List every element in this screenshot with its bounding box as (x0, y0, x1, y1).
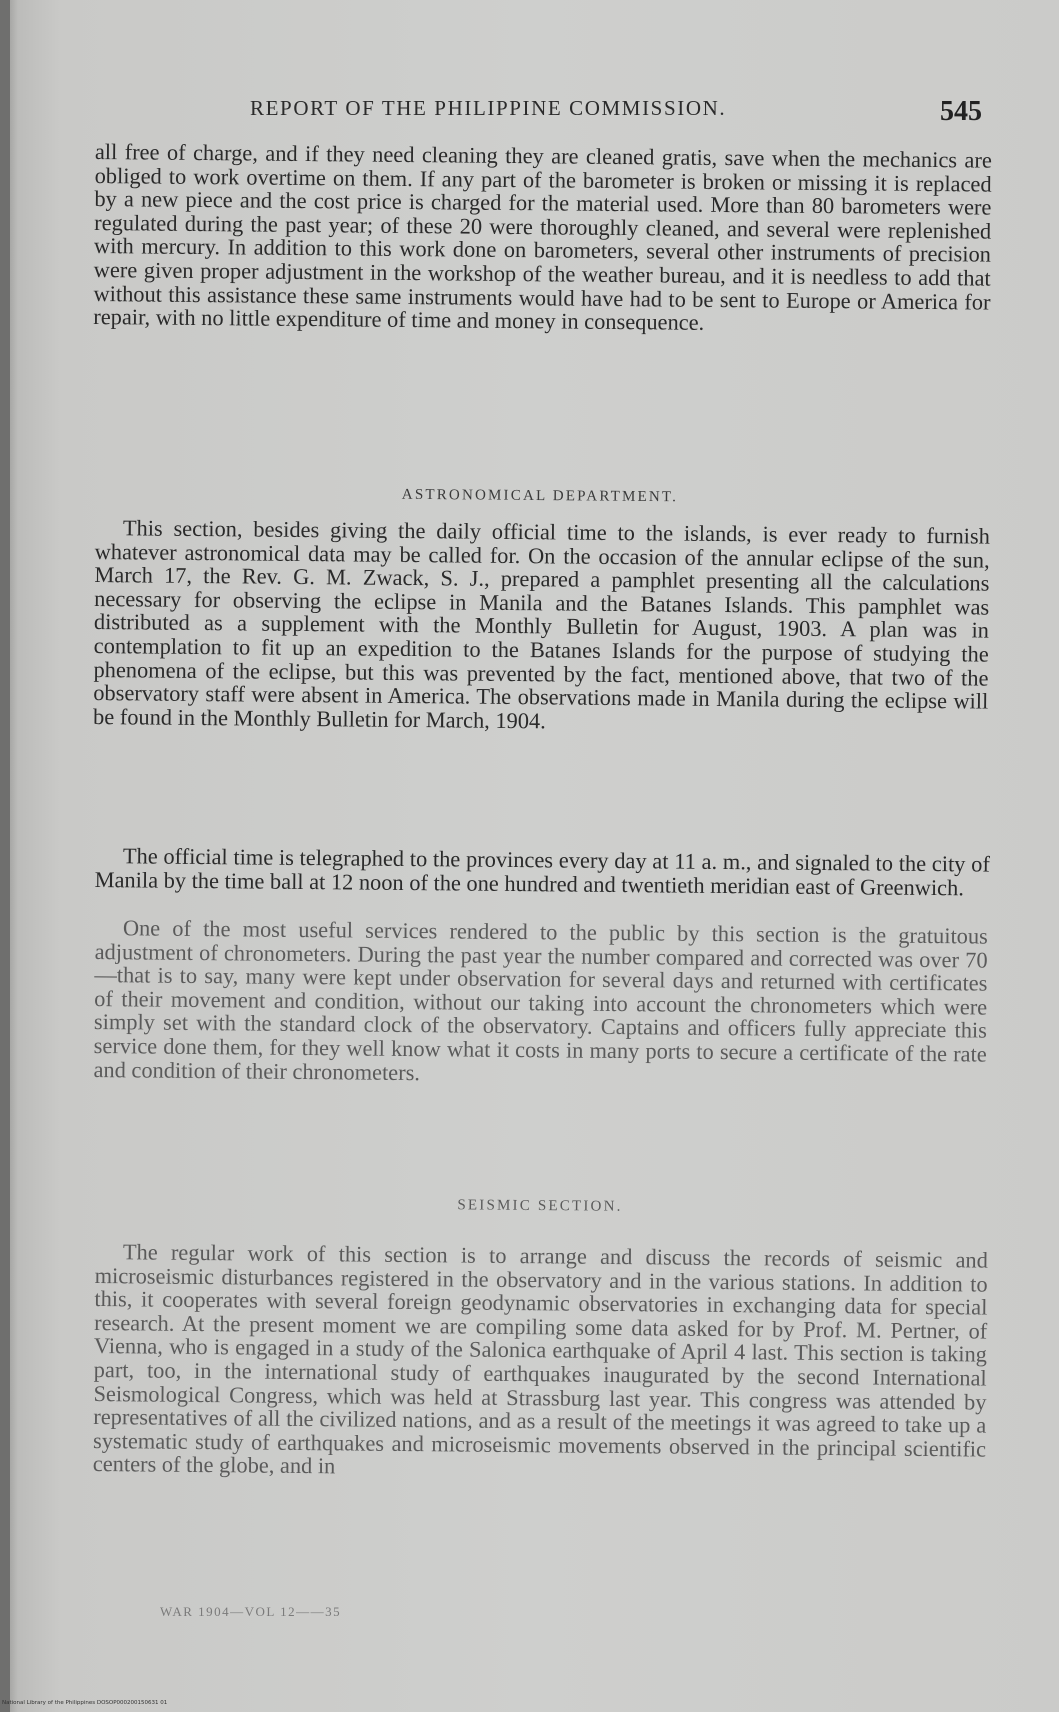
paragraph-astronomical: This section, besides giving the daily official time to the islands, is ever ready to furnish whatever astronomical data may be called for. On the occasion of the annular eclipse of the sun, March 17, the Rev. G. M. Zwack, S. J., prepared a pamphlet presenting all the calculations necessary for observing the eclipse in Manila and the Batanes Islands. This pamphlet was distributed as a supplement with the Monthly Bulletin for August, 1903. A plan was in contemplation to fit up an expedition to the Batanes Islands for the purpose of studying the phenomena of the eclipse, but this was prevented by the fact, mentioned above, that two of the observatory staff were absent in America. The observations made in Manila during the eclipse will be found in the Monthly Bulletin for March, 1904. (92, 515, 990, 734)
paragraph-barometers: all free of charge, and if they need cleaning they are cleaned gratis, save when the mechanics are obliged to work overtime on them. If any part of the barometer is broken or missing it is replaced by a new piece and the cost price is charged for the material used. More than 80 barometers were regulated during the past year; of these 20 were thoroughly cleaned, and several were replenished with mercury. In addition to this work done on barometers, several other instruments of precision were given proper adjustment in the workshop of the weather bureau, and it is needless to add that without this assistance these same instruments would have had to be sent to Europe or America for repair, with no little expenditure of time and money in consequence. (93, 139, 992, 336)
paragraph-seismic: The regular work of this section is to arrange and discuss the records of seismic and microseismic disturbances registered in the observatory and in the various stations. In addition to this, it cooperates with several foreign geodynamic observatories in exchanging data for special research. At the present moment we are compiling some data asked for by Prof. M. Pertner, of Vienna, who is engaged in a study of the Salonica earthquake of April 4 last. This section is taking part, too, in the international study of earthquakes inaugurated by the second International Seismological Congress, which was held at Strassburg last year. This congress was attended by representatives of all the civilized nations, and as a result of the meetings it was agreed to take up a systematic study of earthquakes and microseismic movements observed in the principal scientific centers of the globe, and in (92, 1239, 988, 1479)
running-head: REPORT OF THE PHILIPPINE COMMISSION. (250, 96, 727, 120)
section-heading-astronomical: ASTRONOMICAL DEPARTMENT. (401, 486, 679, 506)
paragraph-chronometers: One of the most useful services rendered to the public by this section is the gratuitous adjustment of chronometers. During the past year the number compared and corrected was over 70—that is to say, many were kept under observation for several days and returned with certificates of their movement and condition, without our taking into account the chronometers which were simply set with the standard clock of the observatory. Captains and officers fully appreciate this service done them, for they well know what it costs in many ports to secure a certificate of the rate and condition of their chronometers. (93, 915, 988, 1085)
signature-line: WAR 1904—VOL 12——35 (160, 1604, 342, 1619)
paragraph-official-time: The official time is telegraphed to the provinces every day at 11 a. m., and signaled to the city of Manila by the time ball at 12 noon of the one hundred and twentieth meridian east of Greenwich. (94, 843, 990, 900)
page-edge-shadow (0, 0, 10, 1712)
section-heading-seismic: SEISMIC SECTION. (457, 1197, 623, 1215)
library-imprint: National Library of the Philippines DOSOP000200150631 01 (2, 1700, 168, 1706)
page-number: 545 (940, 96, 982, 127)
